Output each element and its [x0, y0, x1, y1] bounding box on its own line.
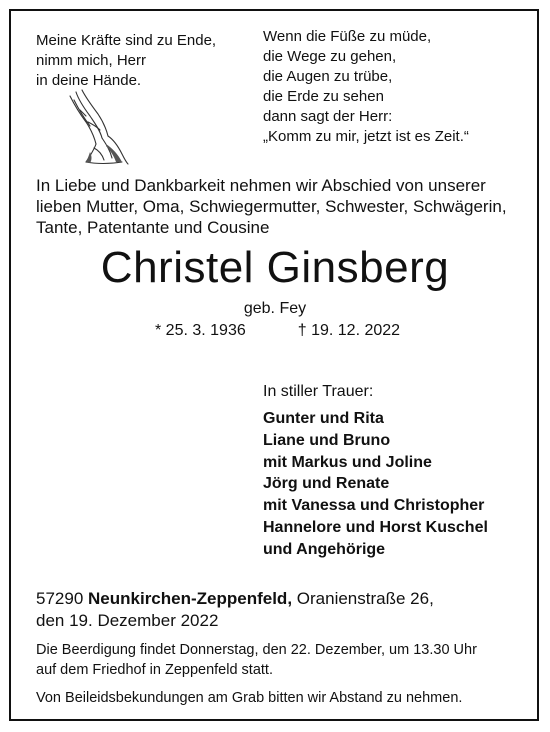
- address-line: [36, 588, 434, 610]
- deceased-name: Christel Ginsberg: [100, 243, 450, 292]
- street: Oranienstraße 26,: [296, 589, 434, 608]
- city: Neunkirchen-Zeppenfeld,: [88, 589, 293, 608]
- farewell-line: Tante, Patentante und Cousine: [36, 218, 270, 237]
- poem-left-line: nimm mich, Herr: [36, 52, 147, 69]
- condolence-note: Von Beileidsbekundungen am Grab bitten wir Abstand zu nehmen.: [36, 690, 463, 706]
- mourners-label: In stiller Trauer:: [263, 383, 374, 400]
- poem-left-line: in deine Hände.: [36, 72, 142, 89]
- poem-right-line: Wenn die Füße zu müde,: [263, 28, 432, 45]
- poem-right-line: die Erde zu sehen: [263, 88, 384, 105]
- mourner-line: und Angehörige: [263, 540, 386, 558]
- praying-hands-icon: [66, 88, 132, 166]
- zip-code: 57290: [36, 589, 84, 608]
- mourner-line: mit Markus und Joline: [263, 453, 432, 471]
- poem-right-line: die Augen zu trübe,: [263, 68, 393, 85]
- poem-left-line: Meine Kräfte sind zu Ende,: [36, 32, 217, 49]
- farewell-text: [36, 175, 516, 238]
- farewell-line: lieben Mutter, Oma, Schwiegermutter, Schwester, Schwägerin,: [36, 197, 507, 216]
- mourners-list: [263, 408, 488, 561]
- funeral-line: Die Beerdigung findet Donnerstag, den 22. Dezember, um 13.30 Uhr: [36, 642, 477, 658]
- mourner-line: Liane und Bruno: [263, 431, 391, 449]
- mourner-line: mit Vanessa und Christopher: [263, 497, 485, 515]
- poem-right-line: dann sagt der Herr:: [263, 108, 393, 125]
- poem-right-line: „Komm zu mir, jetzt ist es Zeit.“: [263, 128, 469, 145]
- born-name: geb. Fey: [243, 300, 307, 317]
- mourner-line: Gunter und Rita: [263, 410, 384, 427]
- farewell-line: In Liebe und Dankbarkeit nehmen wir Abschied von unserer: [36, 176, 486, 195]
- poem-right-line: die Wege zu gehen,: [263, 48, 397, 65]
- funeral-line: auf dem Friedhof in Zeppenfeld statt.: [36, 662, 273, 678]
- address-block: [36, 588, 434, 632]
- mourner-line: Jörg und Renate: [263, 475, 390, 493]
- poem-left: [36, 31, 216, 91]
- funeral-info: [36, 640, 477, 680]
- death-date: † 19. 12. 2022: [297, 322, 401, 339]
- birth-date: * 25. 3. 1936: [155, 322, 246, 339]
- address-date: den 19. Dezember 2022: [36, 611, 219, 630]
- life-dates: [155, 320, 400, 342]
- mourner-line: Hannelore und Horst Kuschel: [263, 518, 488, 536]
- poem-right: [263, 27, 469, 147]
